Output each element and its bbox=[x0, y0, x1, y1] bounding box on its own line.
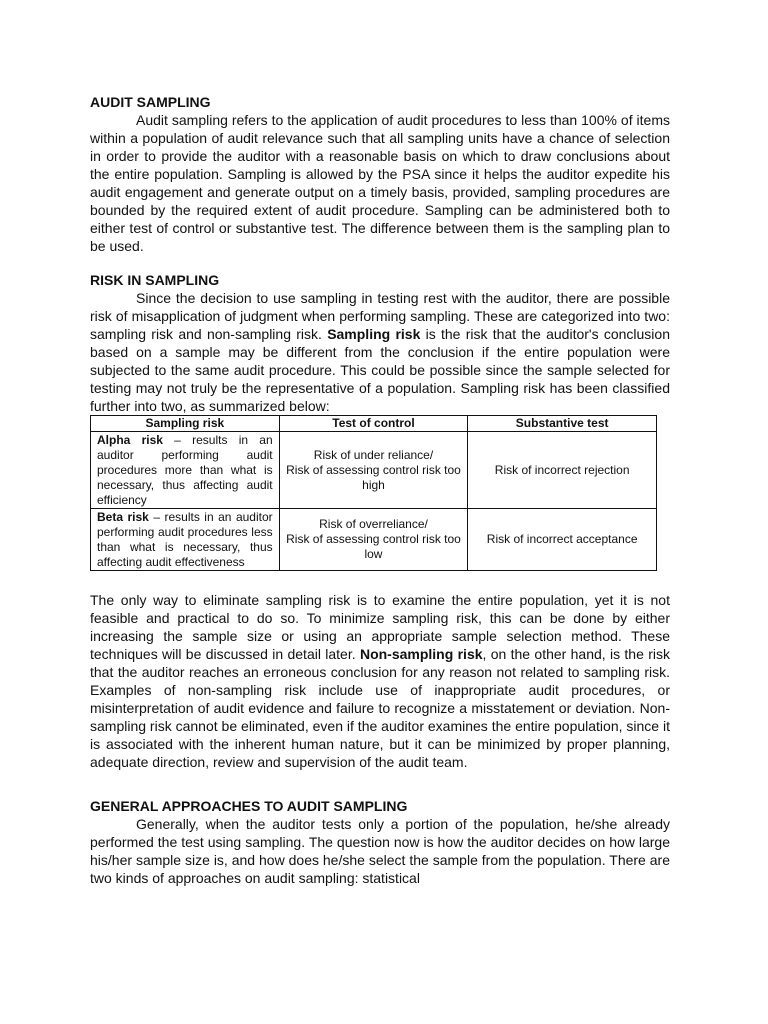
beta-test-of-control-cell bbox=[279, 509, 468, 571]
alpha-toc-line1: Risk of under reliance/ bbox=[313, 447, 434, 462]
beta-toc-line1: Risk of overreliance/ bbox=[319, 517, 428, 531]
document-page bbox=[90, 94, 670, 887]
table-row bbox=[91, 432, 657, 509]
section-heading-risk-in-sampling: RISK IN SAMPLING bbox=[90, 272, 220, 288]
header-sampling-risk: Sampling risk bbox=[91, 416, 280, 432]
beta-risk-description: – results in an auditor performing audit procedures less than what is necessary, thus affecting audit effectiveness bbox=[97, 510, 273, 569]
section-heading-general-approaches: GENERAL APPROACHES TO AUDIT SAMPLING bbox=[90, 798, 408, 814]
alpha-risk-description: – results in an auditor performing audit procedures more than what is necessary, thus affecting audit efficiency bbox=[97, 433, 273, 507]
table-row bbox=[91, 509, 657, 571]
spacer bbox=[90, 571, 670, 591]
spacer bbox=[90, 255, 670, 272]
risk-paragraph-text-2: is the risk that the auditor's conclusion based on a sample may be different from the conclusion if the entire population were subjected to the same audit procedure. This could be possible since the sample selected for testing may not truly be the representative of a population. Sampling risk has been classified further into two, as summarized below: bbox=[90, 326, 670, 414]
general-approaches-paragraph: Generally, when the auditor tests only a portion of the population, he/she already performed the test using sampling. The question now is how the auditor decides on how large his/her sample size is, and how does he/she select the sample from the population. There are two kinds of approaches on audit sampling: statistical bbox=[90, 816, 670, 886]
risk-in-sampling-paragraph bbox=[90, 289, 670, 415]
after-table-text-1: The only way to eliminate sampling risk is to examine the entire population, yet it is not feasible and practical to do so. To minimize sampling risk, this can be done by either increasing the sample size or using an appropriate sample selection method. These techniques will be discussed in detail later. bbox=[90, 592, 670, 662]
non-sampling-risk-term: Non-sampling risk bbox=[359, 646, 483, 662]
beta-risk-cell bbox=[91, 509, 280, 571]
alpha-test-of-control-cell bbox=[279, 432, 468, 509]
section-heading-audit-sampling: AUDIT SAMPLING bbox=[90, 94, 211, 110]
audit-sampling-paragraph: Audit sampling refers to the application of audit procedures to less than 100% of items within a population of audit relevance such that all sampling units have a chance of selection in order to provide the auditor with a reasonable basis on which to draw conclusions about the entire population. Sampling is allowed by the PSA since it helps the auditor expedite his audit engagement and generate output on a timely basis, provided, sampling procedures are bounded by the required extent of audit procedure. Sampling can be administered both to either test of control or substantive test. The difference between them is the sampling plan to be used. bbox=[90, 112, 670, 254]
beta-risk-term: Beta risk bbox=[97, 510, 149, 524]
sampling-risk-table bbox=[90, 415, 657, 571]
beta-toc-line2: Risk of assessing control risk too low bbox=[286, 532, 461, 561]
header-test-of-control: Test of control bbox=[279, 416, 468, 432]
non-sampling-risk-paragraph bbox=[90, 591, 670, 771]
alpha-substantive-cell: Risk of incorrect rejection bbox=[468, 432, 657, 509]
alpha-risk-cell bbox=[91, 432, 280, 509]
header-substantive-test: Substantive test bbox=[468, 416, 657, 432]
risk-paragraph-text-1: Since the decision to use sampling in testing rest with the auditor, there are possible risk of misapplication of judgment when performing sampling. These are categorized into two: sampling risk and non-sampling risk. bbox=[90, 290, 670, 342]
sampling-risk-term: Sampling risk bbox=[327, 326, 421, 342]
alpha-toc-line2: Risk of assessing control risk too high bbox=[286, 462, 461, 492]
table-header-row bbox=[91, 416, 657, 432]
beta-substantive-cell: Risk of incorrect acceptance bbox=[468, 509, 657, 571]
spacer bbox=[90, 771, 670, 798]
alpha-risk-term: Alpha risk bbox=[97, 433, 163, 447]
after-table-text-2: , on the other hand, is the risk that the auditor reaches an erroneous conclusion for any reason not related to sampling risk. Examples of non-sampling risk include use of inappropriate audit procedures, or misinterpretation of audit evidence and failure to recognize a misstatement or deviation. Non-sampling risk cannot be eliminated, even if the auditor examines the entire population, since it is associated with the inherent human nature, but it can be minimized by proper planning, adequate direction, review and supervision of the audit team. bbox=[90, 646, 670, 770]
